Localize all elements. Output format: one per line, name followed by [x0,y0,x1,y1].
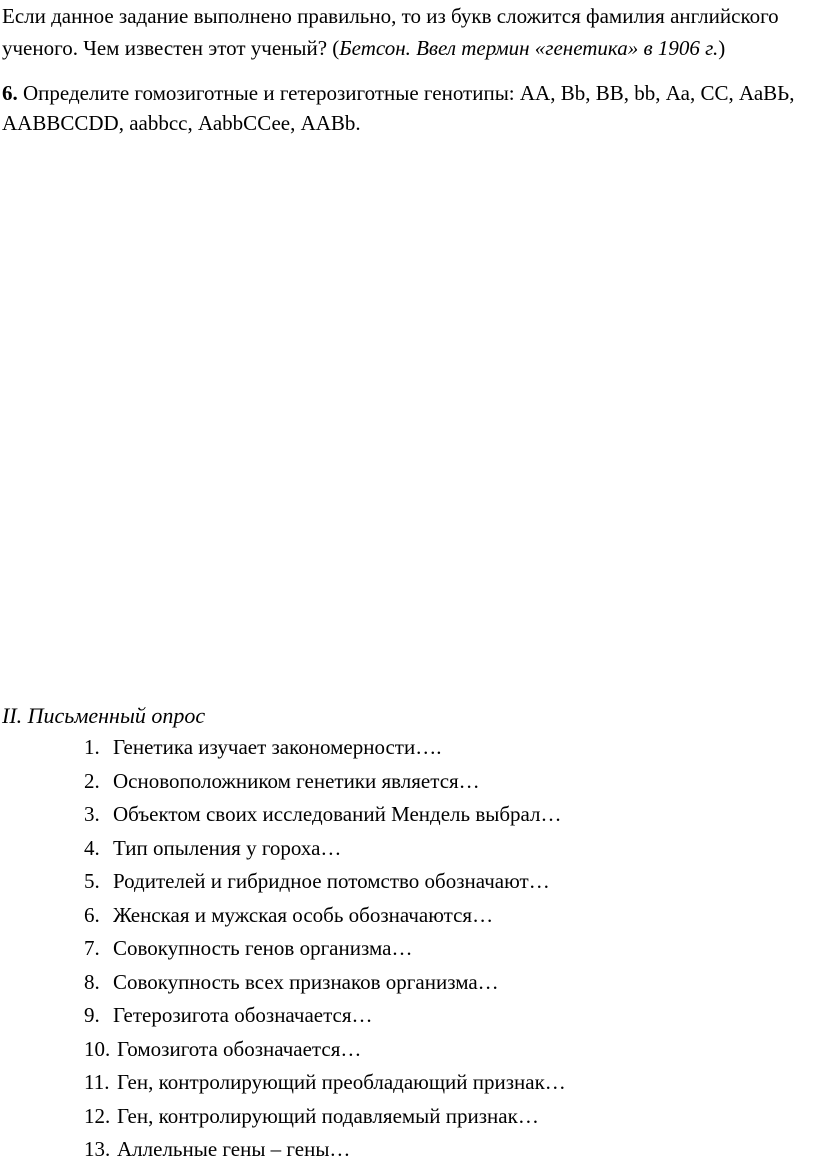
question-number: 12. [84,1103,111,1128]
question-text: Генетика изучает закономерности…. [113,735,442,759]
question-number: 11. [84,1070,110,1094]
question-text: Ген, контролирующий преобладающий признак… [117,1070,566,1094]
intro-close-paren: ) [718,36,726,60]
question-text: Объектом своих исследований Мендель выбрал… [113,802,562,826]
question-text: Ген, контролирующий подавляемый признак… [117,1103,539,1128]
question-number: 6. [84,902,100,927]
task-6-number: 6. [2,81,18,105]
question-number: 5. [84,869,100,893]
question-text: Совокупность генов организма… [113,936,413,960]
question-number: 8. [84,969,100,994]
task-6-paragraph [2,78,816,138]
question-text: Женская и мужская особь обозначаются… [113,902,494,927]
question-number: 1. [84,735,100,759]
question-number: 9. [84,1003,100,1027]
intro-answer: Бетсон. Ввел термин «генетика» в 1906 г. [339,36,719,60]
question-text: Родителей и гибридное потомство обозначают… [113,869,550,893]
question-number: 2. [84,768,100,793]
task-6-text: Определите гомозиготные и гетерозиготные генотипы: АА, Вb, ВВ, bb, Аа, СС, АаВЬ, ААВВССDD, ааbbсс, АаbbССее, ААВb. [2,81,795,135]
question-text: Тип опыления у гороха… [113,835,342,860]
intro-text: Если данное задание выполнено правильно, то из букв сложится фамилия английского ученого. Чем известен этот ученый? ( [2,4,779,60]
question-text: Гомозигота обозначается… [117,1036,362,1061]
question-text: Совокупность всех признаков организма… [113,969,499,994]
question-number: 7. [84,936,100,960]
question-number: 4. [84,835,100,860]
section-heading: II. Письменный опрос [2,703,206,728]
question-text: Аллельные гены – гены… [117,1137,351,1161]
question-number: 13. [84,1137,111,1161]
intro-paragraph [2,0,816,64]
question-text: Основоположником генетики является… [113,768,480,793]
question-number: 3. [84,802,100,826]
question-number: 10. [84,1036,111,1061]
question-text: Гетерозигота обозначается… [113,1003,373,1027]
